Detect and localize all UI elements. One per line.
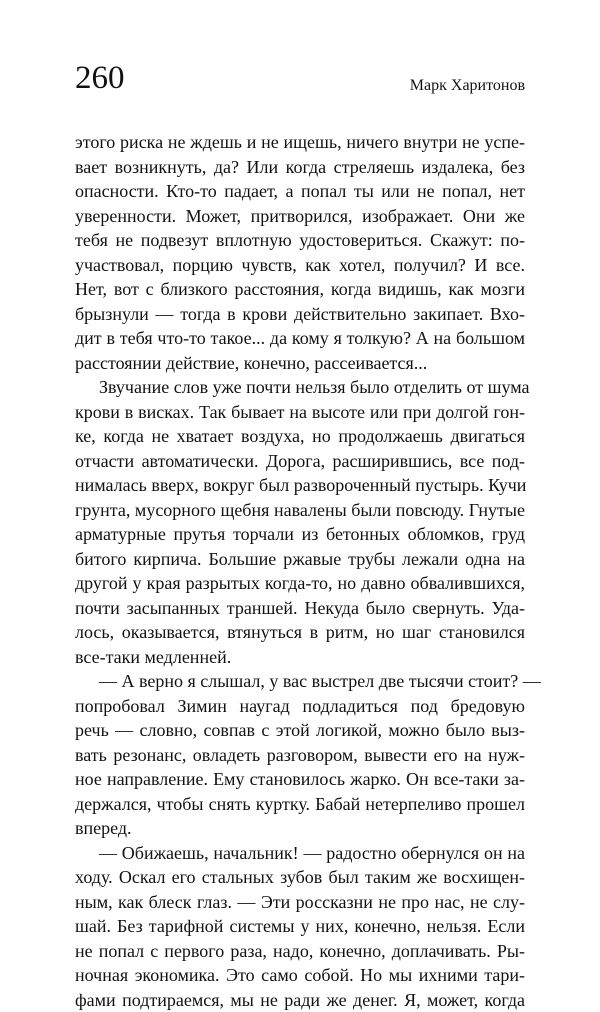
text-line: вает возникнуть, да? Или когда стреляешь издалека, без bbox=[75, 155, 525, 180]
text-line: вать резонанс, овладеть разговором, вывести его на нуж- bbox=[75, 743, 525, 768]
text-line: этого риска не ждешь и не ищешь, ничего внутри не успе- bbox=[75, 130, 525, 155]
paragraph bbox=[75, 841, 525, 1012]
paragraph bbox=[75, 375, 525, 669]
text-line: крови в висках. Так бывает на высоте или при долгой гон- bbox=[75, 400, 525, 425]
text-line: речь — словно, совпав с этой логикой, можно было выз- bbox=[75, 718, 525, 743]
text-line: арматурные прутья торчали из бетонных обломков, груд bbox=[75, 522, 525, 547]
text-line: лось, оказывается, втянуться в ритм, но шаг становился bbox=[75, 620, 525, 645]
text-line: тебя не подвезут вплотную удостовериться. Скажут: по- bbox=[75, 228, 525, 253]
text-line: — Обижаешь, начальник! — радостно обернулся он на bbox=[75, 841, 525, 866]
text-line: ке, когда не хватает воздуха, но продолжаешь двигаться bbox=[75, 424, 525, 449]
text-line: расстоянии действие, конечно, рассеивается... bbox=[75, 351, 525, 376]
text-line: битого кирпича. Большие ржавые трубы лежали одна на bbox=[75, 547, 525, 572]
paragraph bbox=[75, 669, 525, 841]
text-line: ночная экономика. Это само собой. Но мы ихними тари- bbox=[75, 963, 525, 988]
text-line: попробовал Зимин наугад подладиться под бредовую bbox=[75, 694, 525, 719]
text-line: Звучание слов уже почти нельзя было отделить от шума bbox=[75, 375, 525, 400]
text-line: грунта, мусорного щебня навалены были повсюду. Гнутые bbox=[75, 498, 525, 523]
text-line: ходу. Оскал его стальных зубов был таким же восхищен- bbox=[75, 865, 525, 890]
text-line: участвовал, порцию чувств, как хотел, получил? И все. bbox=[75, 253, 525, 278]
text-line: — А верно я слышал, у вас выстрел две тысячи стоит? — bbox=[75, 669, 525, 694]
text-line: все-таки медленней. bbox=[75, 645, 525, 670]
running-head: Марк Харитонов bbox=[410, 76, 525, 96]
text-line: ным, как блеск глаз. — Эти россказни не про нас, не слу- bbox=[75, 890, 525, 915]
text-line: шай. Без тарифной системы у них, конечно, нельзя. Если bbox=[75, 914, 525, 939]
text-line: уверенности. Может, притворился, изображает. Они же bbox=[75, 204, 525, 229]
text-line: фами подтираемся, мы не ради же денег. Я, может, когда bbox=[75, 988, 525, 1012]
body-text bbox=[75, 130, 525, 1012]
text-line: Нет, вот с близкого расстояния, когда видишь, как мозги bbox=[75, 277, 525, 302]
text-line: не попал с первого раза, надо, конечно, доплачивать. Ры- bbox=[75, 939, 525, 964]
paragraph bbox=[75, 130, 525, 375]
text-line: брызнули — тогда в крови действительно закипает. Вхо- bbox=[75, 302, 525, 327]
text-line: нималась вверх, вокруг был развороченный пустырь. Кучи bbox=[75, 473, 525, 498]
page-number: 260 bbox=[75, 60, 125, 96]
text-line: почти засыпанных траншей. Некуда было свернуть. Уда- bbox=[75, 596, 525, 621]
text-line: отчасти автоматически. Дорога, расширившись, все под- bbox=[75, 449, 525, 474]
text-line: другой у края разрытых когда-то, но давно обвалившихся, bbox=[75, 571, 525, 596]
text-line: держался, чтобы снять куртку. Бабай нетерпеливо прошел bbox=[75, 792, 525, 817]
text-line: дит в тебя что-то такое... да кому я толкую? А на большом bbox=[75, 326, 525, 351]
text-line: опасности. Кто-то падает, а попал ты или не попал, нет bbox=[75, 179, 525, 204]
text-line: вперед. bbox=[75, 816, 525, 841]
text-line: ное направление. Ему становилось жарко. Он все-таки за- bbox=[75, 767, 525, 792]
